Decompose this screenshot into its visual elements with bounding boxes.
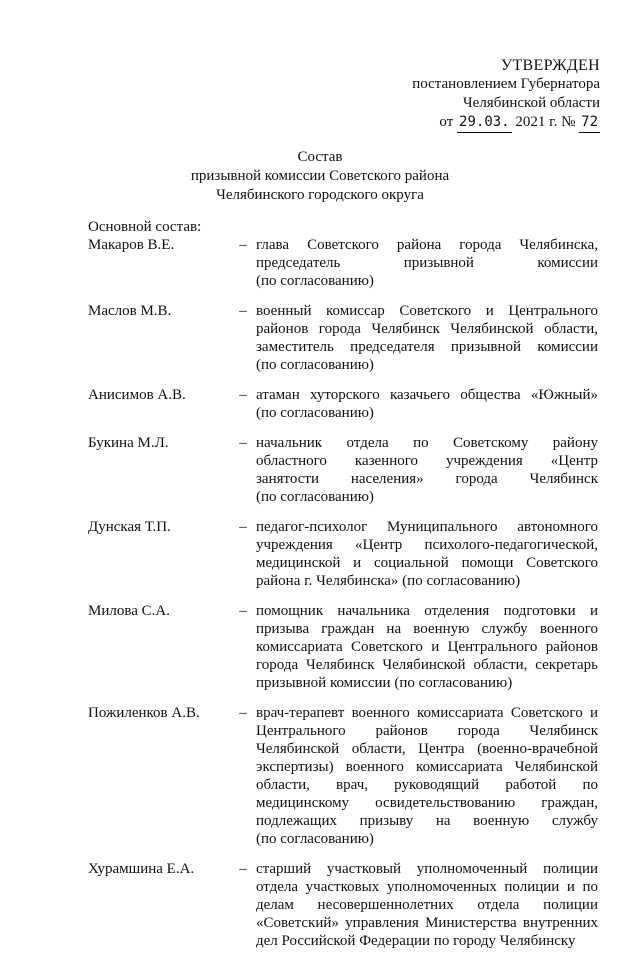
title-line-1: Состав (297, 149, 343, 165)
member-description-line: дел Российской Федерации по городу Челябинску (256, 933, 576, 949)
member-entry (88, 518, 598, 590)
member-description-line: (по согласованию) (256, 357, 374, 373)
member-description-line: подлежащих призыву на военную службу (256, 813, 598, 829)
member-entry (88, 434, 598, 506)
title-line-3: Челябинского городского округа (216, 187, 424, 203)
member-description-line: глава Советского района города Челябинска, (256, 237, 598, 253)
member-description-line: районов города Челябинск Челябинской области, (256, 321, 598, 337)
member-dash: – (239, 603, 247, 619)
member-entry (88, 704, 598, 848)
member-name: Макаров В.Е. (88, 237, 175, 253)
member-description-line: военный комисcар Советского и Центрального (256, 303, 598, 319)
member-description (256, 236, 598, 290)
member-name: Хурамшина Е.А. (88, 861, 195, 877)
approval-line-2: Челябинской области (462, 95, 600, 111)
member-description (256, 434, 598, 506)
approval-prefix: от (439, 114, 454, 130)
member-dash: – (239, 237, 247, 253)
member-description-line: медицинской и социальной помощи Советского (256, 555, 598, 571)
member-dash: – (239, 705, 247, 721)
member-description-line: (по согласованию) (256, 489, 374, 505)
section-label: Основной состав: (88, 219, 202, 235)
approval-heading: УТВЕРЖДЕН (500, 57, 600, 74)
member-description-line: области, врач, руководящий работой по (256, 777, 598, 793)
member-description-line: педагог-психолог Муниципального автономного (256, 519, 598, 535)
title-line-2: призывной комиссии Советского района (190, 168, 450, 184)
member-description-line: старший участковый уполномоченный полиции (256, 861, 598, 877)
member-dash: – (239, 387, 247, 403)
member-description-line: района г. Челябинска» (по согласованию) (256, 573, 521, 589)
member-entry (88, 602, 598, 692)
approval-date: 29.03. (457, 113, 512, 133)
member-description-line: призывной комиссии (по согласованию) (256, 675, 513, 691)
approval-block (380, 56, 600, 133)
member-description-line: Челябинской области, Центра (военно-врачебной (256, 741, 598, 757)
member-name: Анисимов А.В. (88, 387, 186, 403)
member-dash: – (239, 303, 247, 319)
member-description-line: комиссариата Советского и Центрального районов (256, 639, 598, 655)
member-description (256, 302, 598, 374)
member-description-line: отдела участковых уполномоченных полиции и по (256, 879, 598, 895)
member-description-line: врач-терапевт военного комиссариата Советского и (256, 705, 598, 721)
members-entries (88, 236, 598, 950)
member-dash: – (239, 435, 247, 451)
member-description-line: атаман хуторского казачьего общества «Южный» (256, 387, 598, 403)
member-description (256, 386, 598, 422)
approval-year: 2021 г. № (515, 114, 576, 130)
member-description-line: помощник начальника отделения подготовки и (256, 603, 598, 619)
member-description-line: «Советский» управления Министерства внутренних (256, 915, 598, 931)
member-entry (88, 860, 598, 950)
member-dash: – (239, 519, 247, 535)
member-name: Маслов М.В. (88, 303, 172, 319)
member-description-line: начальник отдела по Советскому району (256, 435, 598, 451)
member-description-line: (по согласованию) (256, 831, 374, 847)
member-description-line: учреждения «Центр психолого-педагогической, (256, 537, 598, 553)
member-name: Букина М.Л. (88, 435, 169, 451)
member-dash: – (239, 861, 247, 877)
member-name: Пожиленков А.В. (88, 705, 200, 721)
member-description (256, 860, 598, 950)
approval-line-1: постановлением Губернатора (412, 76, 600, 92)
member-description (256, 518, 598, 590)
member-entry (88, 302, 598, 374)
document-title (0, 148, 640, 205)
member-description-line: областного казенного учреждения «Центр (256, 453, 598, 469)
member-description-line: председатель призывной комиссии (256, 255, 598, 271)
member-name: Дунская Т.П. (88, 519, 171, 535)
approval-date-line (380, 113, 600, 133)
member-entry (88, 236, 598, 290)
member-description-line: медицинскому освидетельствованию граждан, (256, 795, 598, 811)
member-description-line: занятости населения» города Челябинск (256, 471, 598, 487)
member-description-line: (по согласованию) (256, 405, 374, 421)
member-entry (88, 386, 598, 422)
member-description (256, 704, 598, 848)
member-description-line: города Челябинск Челябинской области, секретарь (256, 657, 598, 673)
member-description-line: экспертизы) военного комиссариата Челябинской (256, 759, 598, 775)
members-list (88, 218, 598, 962)
approval-number: 72 (579, 113, 600, 133)
member-description-line: делам несовершеннолетних отдела полиции (256, 897, 598, 913)
member-description (256, 602, 598, 692)
member-name: Милова С.А. (88, 603, 170, 619)
member-description-line: призыва граждан на военную службу военного (256, 621, 598, 637)
member-description-line: заместитель председателя призывной комиссии (256, 339, 598, 355)
member-description-line: Центрального районов города Челябинск (256, 723, 598, 739)
member-description-line: (по согласованию) (256, 273, 374, 289)
